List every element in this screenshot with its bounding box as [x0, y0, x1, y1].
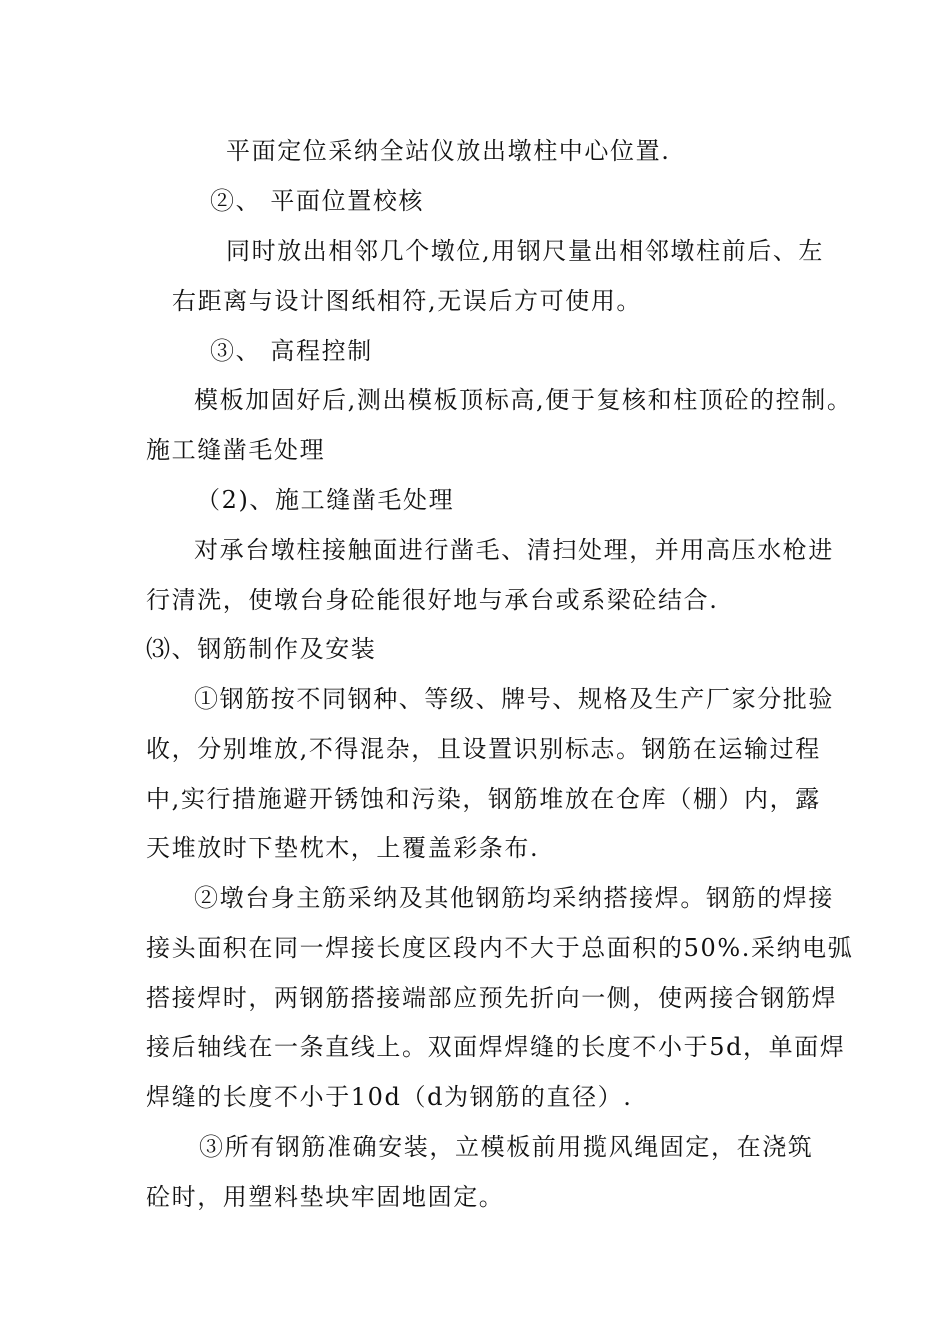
text-line: ⑶、钢筋制作及安装	[146, 635, 377, 663]
text-line: 行清洗，使墩台身砼能很好地与承台或系梁砼结合.	[146, 586, 719, 614]
text-line: ②、 平面位置校核	[210, 187, 425, 215]
text-line: ①钢筋按不同钢种、等级、牌号、规格及生产厂家分批验	[194, 685, 834, 713]
text-line: ③、 高程控制	[210, 337, 373, 365]
text-line: 模板加固好后,测出模板顶标高,便于复核和柱顶砼的控制。	[194, 386, 853, 414]
text-line: （2)、施工缝凿毛处理	[196, 486, 455, 514]
text-line: 接头面积在同一焊接长度区段内不大于总面积的50%.采纳电弧	[146, 934, 854, 962]
text-line: 同时放出相邻几个墩位,用钢尺量出相邻墩柱前后、左	[226, 237, 825, 265]
text-line: 天堆放时下垫枕木，上覆盖彩条布.	[146, 834, 540, 862]
text-line: 接后轴线在一条直线上。双面焊焊缝的长度不小于5d，单面焊	[146, 1033, 846, 1061]
text-line: 对承台墩柱接触面进行凿毛、清扫处理，并用高压水枪进	[194, 536, 834, 564]
text-line: 搭接焊时，两钢筋搭接端部应预先折向一侧，使两接合钢筋焊	[146, 984, 838, 1012]
text-line: 收，分别堆放,不得混杂，且设置识别标志。钢筋在运输过程	[146, 735, 821, 763]
text-line: 砼时，用塑料垫块牢固地固定。	[146, 1183, 505, 1211]
text-line: 焊缝的长度不小于10d（d为钢筋的直径）.	[146, 1083, 633, 1111]
text-line: 施工缝凿毛处理	[146, 436, 326, 464]
text-line: ③所有钢筋准确安装，立模板前用揽风绳固定，在浇筑	[199, 1133, 814, 1161]
text-line: 平面定位采纳全站仪放出墩柱中心位置.	[226, 137, 671, 165]
text-line: 右距离与设计图纸相符,无误后方可使用。	[172, 287, 643, 315]
text-line: 中,实行措施避开锈蚀和污染，钢筋堆放在仓库（棚）内，露	[146, 785, 821, 813]
text-line: ②墩台身主筋采纳及其他钢筋均采纳搭接焊。钢筋的焊接	[194, 884, 834, 912]
